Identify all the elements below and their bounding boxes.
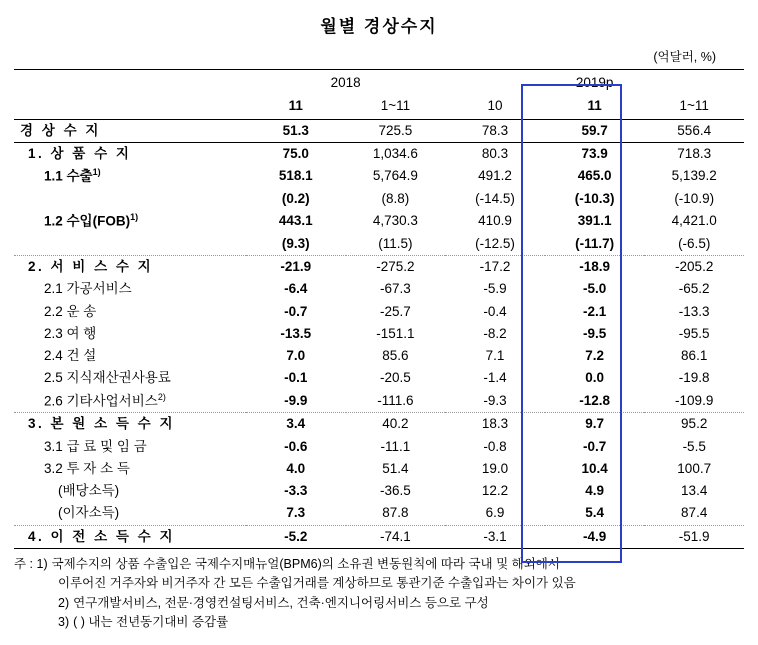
row-value: 518.1 [278,168,313,184]
row-value: -65.2 [678,281,710,297]
row-value: 100.7 [677,460,712,476]
header-col-2018-11: 11 [246,95,346,119]
row-label-footnote: 1) [130,212,139,222]
footnote-1-text: 국제수지의 상품 수출입은 국제수지매뉴얼(BPM6)의 소유권 변동원칙에 따라 국내 및 해외에서 [51,556,560,571]
row-value: 19.0 [481,460,509,476]
table-row [14,458,744,480]
row-value: -95.5 [678,325,710,341]
header-corner-cell [14,70,246,96]
row-value: 410.9 [478,213,512,229]
row-value: -9.3 [445,390,545,413]
row-value: 718.3 [677,145,712,161]
row-value: (-6.5) [644,233,744,256]
row-value: 51.4 [382,460,409,476]
table-row [14,323,744,345]
footnote-3-text: ( ) 내는 전년동기대비 증감률 [73,614,229,629]
row-value: -205.2 [675,259,714,274]
row-value: -36.5 [380,483,411,498]
table-row [14,413,744,436]
row-value: -3.3 [284,483,308,498]
row-value: (8.8) [381,190,410,206]
row-value: 7.0 [286,348,306,363]
row-value-highlighted: -2.1 [582,303,607,319]
row-label [14,390,246,413]
row-value-highlighted: 465.0 [577,168,612,184]
table-header-group-row [14,70,744,96]
row-value: 3.4 [286,416,306,432]
row-label [14,188,246,210]
row-value: 4,421.0 [671,213,717,229]
header-col-2018-cum: 1~11 [346,95,446,119]
header-col-2019-cum: 1~11 [644,95,744,119]
row-value: 5,139.2 [671,168,717,184]
row-value: -5.9 [483,281,507,297]
row-value: -0.4 [483,303,507,319]
row-label: 2.1 가공서비스 [44,281,132,297]
row-value: -1.4 [483,370,507,386]
row-value: (11.5) [346,233,446,256]
row-value: 80.3 [481,145,509,161]
row-value: -3.1 [445,525,545,548]
row-value-highlighted: (-10.3) [574,190,615,206]
row-value: 7.3 [246,502,346,525]
table-row [14,345,744,367]
row-value: 40.2 [382,416,409,432]
row-value-highlighted: -0.7 [582,438,607,454]
row-label: 3.2 투 자 소 득 [44,460,130,476]
table-body [14,119,744,548]
footnotes [14,555,744,633]
row-label: 3. 본 원 소 득 수 지 [28,416,176,432]
table-row [14,256,744,279]
footnote-3 [14,613,744,632]
row-value: 51.3 [246,119,346,142]
row-value: -6.4 [284,281,308,297]
row-label: 경 상 수 지 [14,119,246,142]
row-value-highlighted: -18.9 [579,259,610,274]
table-row [14,142,744,165]
row-value-highlighted: 7.2 [585,348,604,363]
row-label-footnote: 2) [157,391,166,402]
footnote-1-continuation: 이루어진 거주자와 비거주자 간 모든 수출입거래를 계상하므로 통관기준 수출입과는 차이가 있음 [58,576,576,591]
row-value: (-12.5) [445,233,545,256]
row-value: -13.5 [280,325,312,341]
row-value: 86.1 [681,348,708,363]
row-value: -21.9 [280,259,312,274]
table-row [14,210,744,233]
footnote-1 [14,555,744,574]
row-value: -13.3 [678,303,710,319]
row-value: -0.8 [483,438,507,454]
row-label: 2.4 건 설 [44,348,97,363]
row-label: 4. 이 전 소 득 수 지 [14,525,246,548]
footnote-2 [14,594,744,613]
row-value-highlighted: -4.9 [545,525,645,548]
row-value: (-14.5) [475,190,515,206]
row-value: (-10.9) [674,190,715,206]
row-label [14,165,246,188]
row-label [14,233,246,256]
row-label-text: 1.1 수출 [44,168,93,184]
row-value: (0.2) [281,190,310,206]
row-value: -0.1 [284,370,308,386]
row-value: -17.2 [479,259,511,274]
footnote-2-text: 연구개발서비스, 전문·경영컨설팅서비스, 건축·엔지니어링서비스 등으로 구성 [73,595,489,610]
row-value: 4,730.3 [372,213,418,229]
row-value: 18.3 [481,416,509,432]
row-value: 75.0 [282,145,309,161]
row-label-text: 1.2 수입(FOB) [44,213,131,229]
row-value: -25.7 [380,303,411,319]
row-value: 7.1 [485,348,505,363]
row-value-highlighted: -9.5 [582,325,607,341]
row-value: 87.4 [644,502,744,525]
row-label: 3.1 급 료 및 임 금 [44,438,147,454]
header-group-2019p: 2019p [445,70,744,96]
row-value: -0.7 [284,303,308,319]
table-row [14,480,744,502]
table-row [14,367,744,389]
row-label: 2. 서 비 스 수 지 [28,259,154,274]
header-col-2019-10: 10 [445,95,545,119]
row-label: 2.2 운 송 [44,303,97,319]
row-label: (배당소득) [58,483,120,498]
page-title: 월별 경상수지 [320,17,438,36]
row-value: 5,764.9 [372,168,418,184]
row-value: 85.6 [382,348,409,363]
table-row [14,436,744,458]
table-row [14,119,744,142]
row-value-highlighted: 59.7 [545,119,645,142]
row-value: -5.2 [246,525,346,548]
row-value: 491.2 [478,168,512,184]
row-value: 1,034.6 [372,145,418,161]
row-value-highlighted: -5.0 [582,281,607,297]
row-value: -19.8 [678,370,710,386]
row-value: 4.0 [286,460,306,476]
header-corner-cell-2 [14,95,246,119]
row-label: 1. 상 품 수 지 [28,145,132,161]
row-value-highlighted: 73.9 [581,145,608,161]
row-value: 78.3 [445,119,545,142]
row-value: -151.1 [376,325,415,341]
row-value: 556.4 [644,119,744,142]
table-row [14,165,744,188]
row-value: -8.2 [483,325,507,341]
footnote-2-key: 2) [58,595,70,610]
row-label-footnote: 1) [92,167,101,177]
header-col-2019-11: 11 [545,95,645,119]
row-value-highlighted: 4.9 [585,483,604,498]
row-value-highlighted: (-11.7) [545,233,645,256]
row-value: 725.5 [346,119,446,142]
row-value: -0.6 [284,438,308,454]
row-value: -5.5 [682,438,706,454]
row-value: -109.9 [644,390,744,413]
row-value: -51.9 [644,525,744,548]
row-value-highlighted: 10.4 [581,460,608,476]
row-value-highlighted: 5.4 [545,502,645,525]
row-value-highlighted: 0.0 [585,370,604,386]
row-label: 2.5 지식재산권사용료 [44,370,171,386]
table-row [14,278,744,300]
table-row [14,502,744,525]
row-value: 13.4 [681,483,708,498]
row-value: -111.6 [346,390,446,413]
row-value-highlighted: 9.7 [585,416,604,432]
row-value: -74.1 [346,525,446,548]
unit-note: (억달러, %) [653,50,716,64]
row-value: 87.8 [346,502,446,525]
row-value: -67.3 [380,281,411,297]
footnote-3-key: 3) [58,614,70,629]
table-row [14,390,744,413]
row-value: 6.9 [445,502,545,525]
header-group-2018: 2018 [246,70,445,96]
row-value: 12.2 [481,483,509,498]
row-value-highlighted: 391.1 [577,213,612,229]
row-label: 2.3 여 행 [44,325,97,341]
row-value: (9.3) [246,233,346,256]
table-row [14,525,744,548]
row-label: (이자소득) [14,502,246,525]
row-value-highlighted: -12.8 [545,390,645,413]
row-value: -275.2 [376,259,415,274]
row-value: -20.5 [380,370,411,386]
table-header-sub-row [14,95,744,119]
row-value: -9.9 [246,390,346,413]
row-value: 443.1 [278,213,313,229]
table-row [14,188,744,210]
row-label-text: 2.6 기타사업서비스 [44,393,158,408]
table-row [14,233,744,256]
current-account-table [14,69,744,549]
row-value: -11.1 [380,438,411,454]
table-row [14,301,744,323]
row-value: 95.2 [681,416,708,432]
row-label [14,210,246,233]
footnote-1-key: 주 : 1) [14,556,48,571]
